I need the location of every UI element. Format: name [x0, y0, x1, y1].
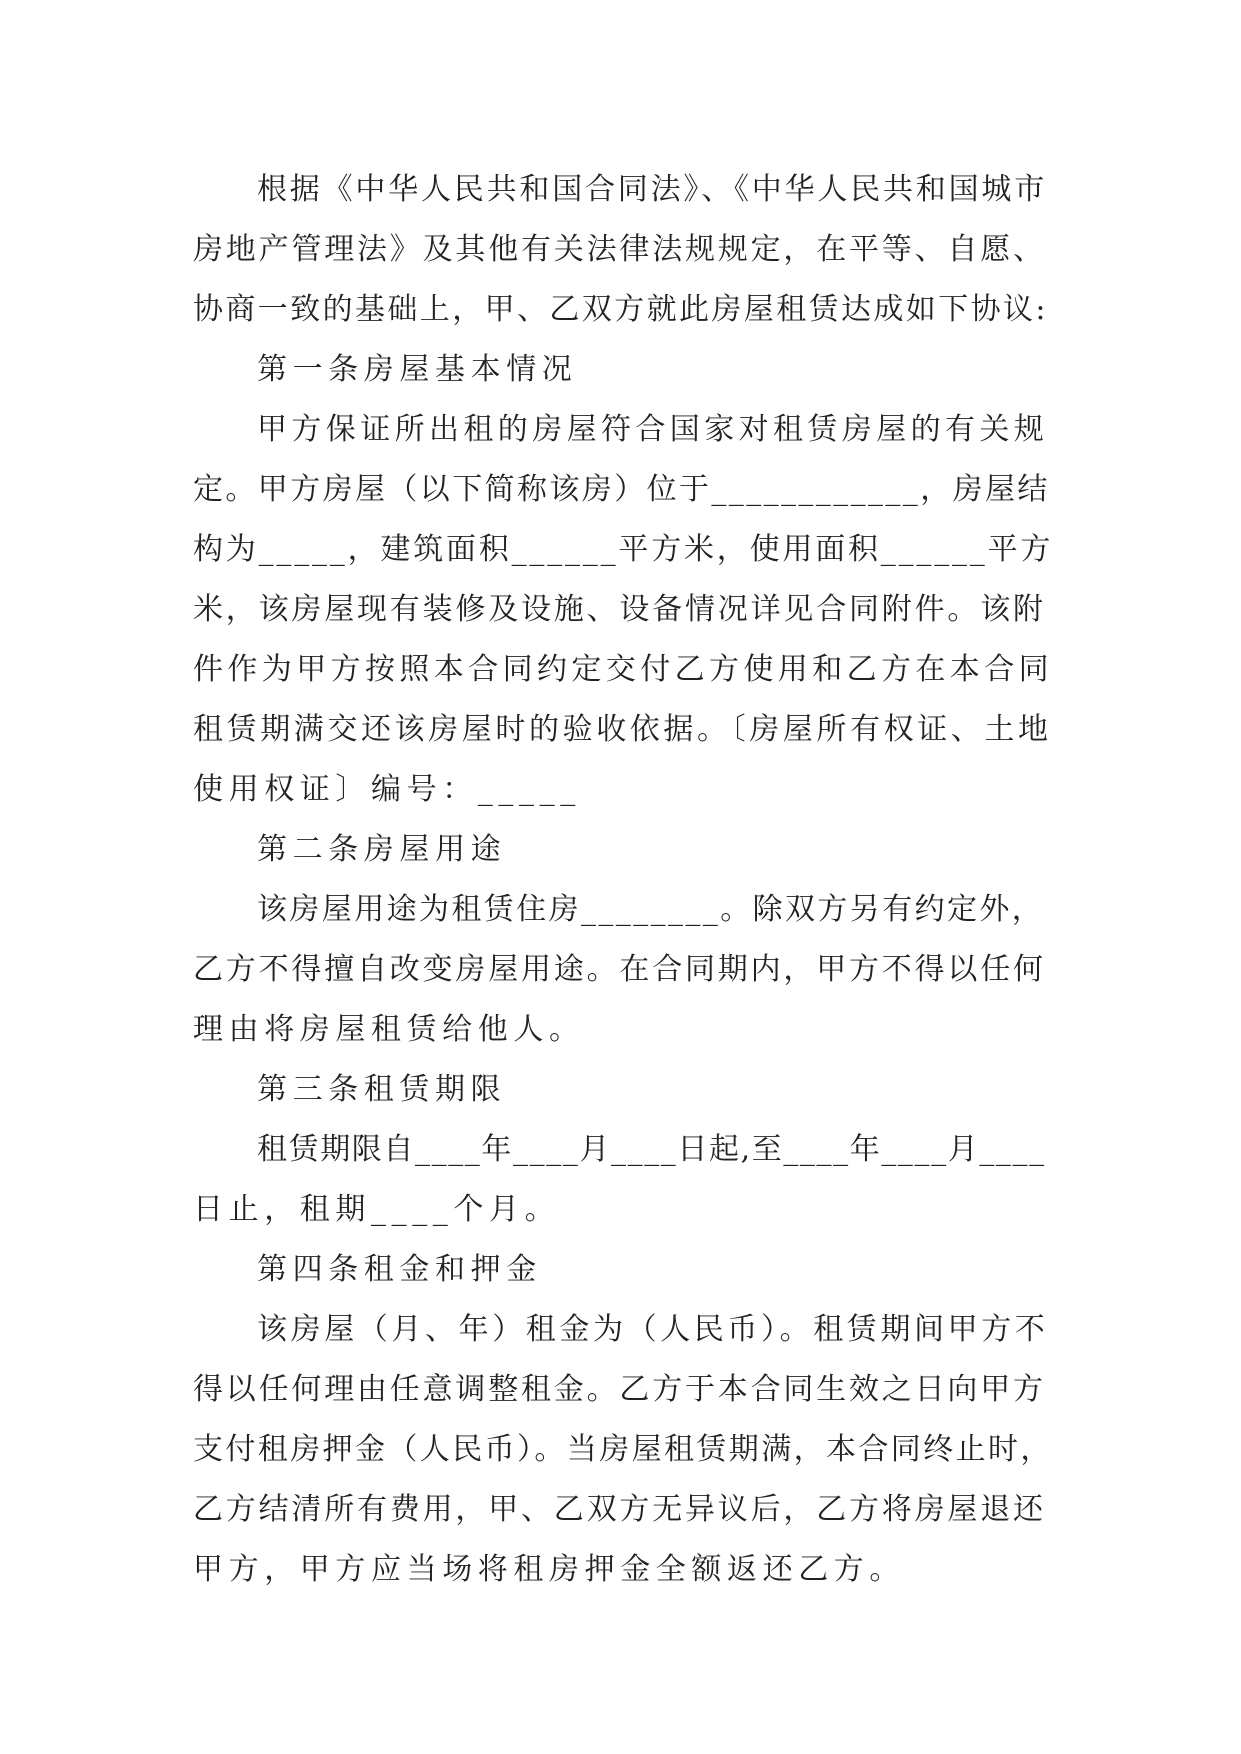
- document-line: 得以任何理由任意调整租金。乙方于本合同生效之日向甲方: [193, 1372, 1046, 1407]
- document-line: 支付租房押金（人民币）。当房屋租赁期满，本合同终止时，: [193, 1432, 1053, 1467]
- document-line: 租赁期限自____年____月____日起,至____年____月____: [257, 1132, 1046, 1167]
- document-line: 定。甲方房屋（以下简称该房）位于____________，房屋结: [193, 472, 1050, 507]
- section-heading: 第三条租赁期限: [257, 1072, 507, 1107]
- document-line: 该房屋（月、年）租金为（人民币）。租赁期间甲方不: [257, 1312, 1049, 1347]
- document-line: 甲方，甲方应当场将租房押金全额返还乙方。: [193, 1552, 905, 1587]
- document-line: 米，该房屋现有装修及设施、设备情况详见合同附件。该附: [193, 592, 1046, 627]
- document-line: 乙方结清所有费用，甲、乙双方无异议后，乙方将房屋退还: [193, 1492, 1046, 1527]
- document-line: 该房屋用途为租赁住房________。除双方另有约定外，: [257, 892, 1045, 927]
- document-line: 使用权证〕编号：_____: [193, 772, 581, 807]
- document-line: 乙方不得擅自改变房屋用途。在合同期内，甲方不得以任何: [193, 952, 1046, 987]
- document-line: 构为_____，建筑面积______平方米，使用面积______平方: [193, 532, 1054, 567]
- document-line: 房地产管理法》及其他有关法律法规规定，在平等、自愿、: [193, 232, 1046, 267]
- document-line: 件作为甲方按照本合同约定交付乙方使用和乙方在本合同: [193, 652, 1053, 687]
- document-line: 日止，租期____个月。: [193, 1192, 561, 1227]
- section-heading: 第一条房屋基本情况: [257, 352, 578, 387]
- document-line: 根据《中华人民共和国合同法》、《中华人民共和国城市: [257, 172, 1047, 207]
- document-line: 协商一致的基础上，甲、乙双方就此房屋租赁达成如下协议:: [193, 292, 1048, 327]
- document-line: 理由将房屋租赁给他人。: [193, 1012, 585, 1047]
- document-line: 租赁期满交还该房屋时的验收依据。〔房屋所有权证、土地: [193, 712, 1052, 747]
- section-heading: 第四条租金和押金: [257, 1252, 542, 1287]
- document-line: 甲方保证所出租的房屋符合国家对租赁房屋的有关规: [257, 412, 1049, 447]
- document-body: [193, 160, 1053, 1600]
- section-heading: 第二条房屋用途: [257, 832, 507, 867]
